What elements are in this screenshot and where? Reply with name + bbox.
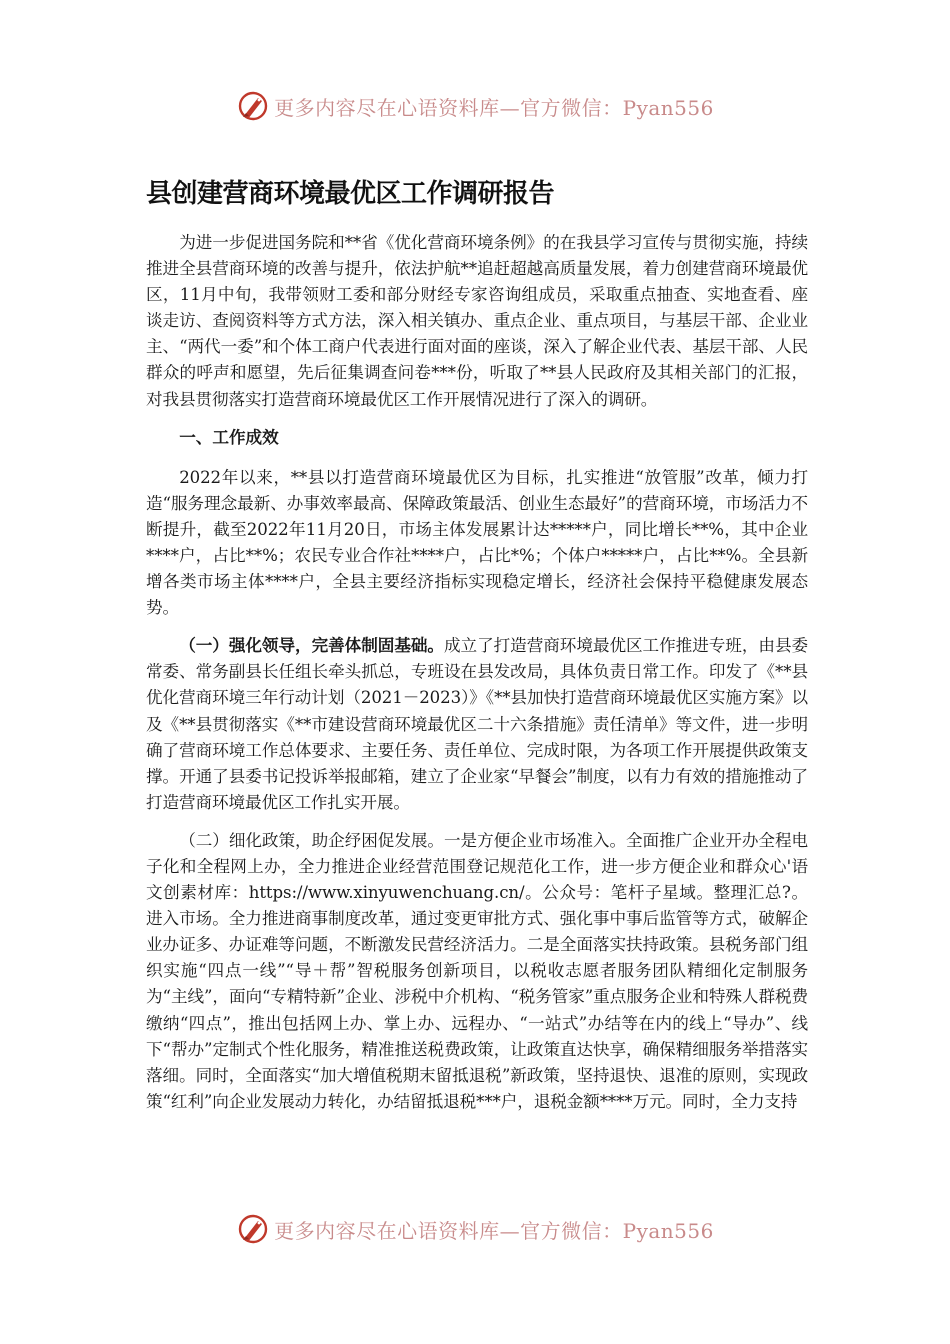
subsection-leadership-paragraph bbox=[146, 633, 808, 816]
subsection-policy-paragraph: （二）细化政策，助企纾困促发展。一是方便企业市场准入。全面推广企业开办全程电子化和全程网上办，全力推进企业经营范围登记规范化工作，进一步方便企业和群众心'语文创素材库：https://www.xinyuwenchuang.cn/。公众号：笔杆子星域。整理汇总?。进入市场。全力推进商事制度改革，通过变更审批方式、强化事中事后监管等方式，破解企业办证多、办证难等问题，不断激发民营经济活力。二是全面落实扶持政策。县税务部门组织实施“四点一线”“导＋帮”智税服务创新项目，以税收志愿者服务团队精细化定制服务为“主线”，面向“专精特新”企业、涉税中介机构、“税务管家”重点服务企业和特殊人群税费缴纳“四点”，推出包括网上办、掌上办、远程办、“一站式”办结等在内的线上“导办”、线下“帮办”定制式个性化服务，精准推送税费政策，让政策直达快享，确保精细服务举措落实落细。同时，全面落实“加大增值税期末留抵退税”新政策，坚持退快、退准的原则，实现政策“红利”向企业发展动力转化，办结留抵退税***户，退税金额****万元。同时，全力支持 bbox=[146, 830, 808, 1111]
watermark-text: 更多内容尽在心语资料库—官方微信：Pyan556 bbox=[274, 95, 714, 120]
document-body bbox=[146, 170, 808, 1127]
achievements-paragraph: 2022年以来，**县以打造营商环境最优区为目标，扎实推进“放管服”改革，倾力打造“服务理念最新、办事效率最高、保障政策最活、创业生态最好”的营商环境，市场活力不断提升，截至2022年11月20日，市场主体发展累计达*****户，同比增长**%，其中企业****户，占比**%；农民专业合作社****户，占比*%；个体户*****户，占比**%。全县新增各类市场主体****户，全县主要经济指标实现稳定增长，经济社会保持平稳健康发展态势。 bbox=[146, 467, 808, 618]
document-title: 县创建营商环境最优区工作调研报告 bbox=[146, 179, 555, 209]
pen-nib-logo-icon bbox=[236, 89, 270, 123]
watermark-banner-bottom bbox=[0, 1207, 950, 1251]
pen-nib-logo-icon bbox=[236, 1212, 270, 1246]
watermark-text: 更多内容尽在心语资料库—官方微信：Pyan556 bbox=[274, 1218, 714, 1243]
subsection-leadership-heading: （一）强化领导，完善体制固基础。 bbox=[179, 636, 444, 656]
section-heading-achievements: 一、工作成效 bbox=[179, 427, 279, 447]
subsection-leadership-body: 成立了打造营商环境最优区工作推进专班，由县委常委、常务副县长任组长牵头抓总，专班设在县发改局，具体负责日常工作。印发了《**县优化营商环境三年行动计划（2021－2023）》《**县加快打造营商环境最优区实施方案》以及《**县贯彻落实《**市建设营商环境最优区二十六条措施》责任清单》等文件，进一步明确了营商环境工作总体要求、主要任务、责任单位、完成时限，为各项工作开展提供政策支撑。开通了县委书记投诉举报邮箱，建立了企业家“早餐会”制度，以有力有效的措施推动了打造营商环境最优区工作扎实开展。 bbox=[146, 636, 808, 812]
intro-paragraph: 为进一步促进国务院和**省《优化营商环境条例》的在我县学习宣传与贯彻实施，持续推进全县营商环境的改善与提升，依法护航**追赶超越高质量发展，着力创建营商环境最优区，11月中旬，我带领财工委和部分财经专家咨询组成员，采取重点抽查、实地查看、座谈走访、查阅资料等方式方法，深入相关镇办、重点企业、重点项目，与基层干部、企业业主、“两代一委”和个体工商户代表进行面对面的座谈，深入了解企业代表、基层干部、人民群众的呼声和愿望，先后征集调查问卷***份，听取了**县人民政府及其相关部门的汇报，对我县贯彻落实打造营商环境最优区工作开展情况进行了深入的调研。 bbox=[146, 233, 808, 409]
watermark-banner-top bbox=[0, 84, 950, 128]
